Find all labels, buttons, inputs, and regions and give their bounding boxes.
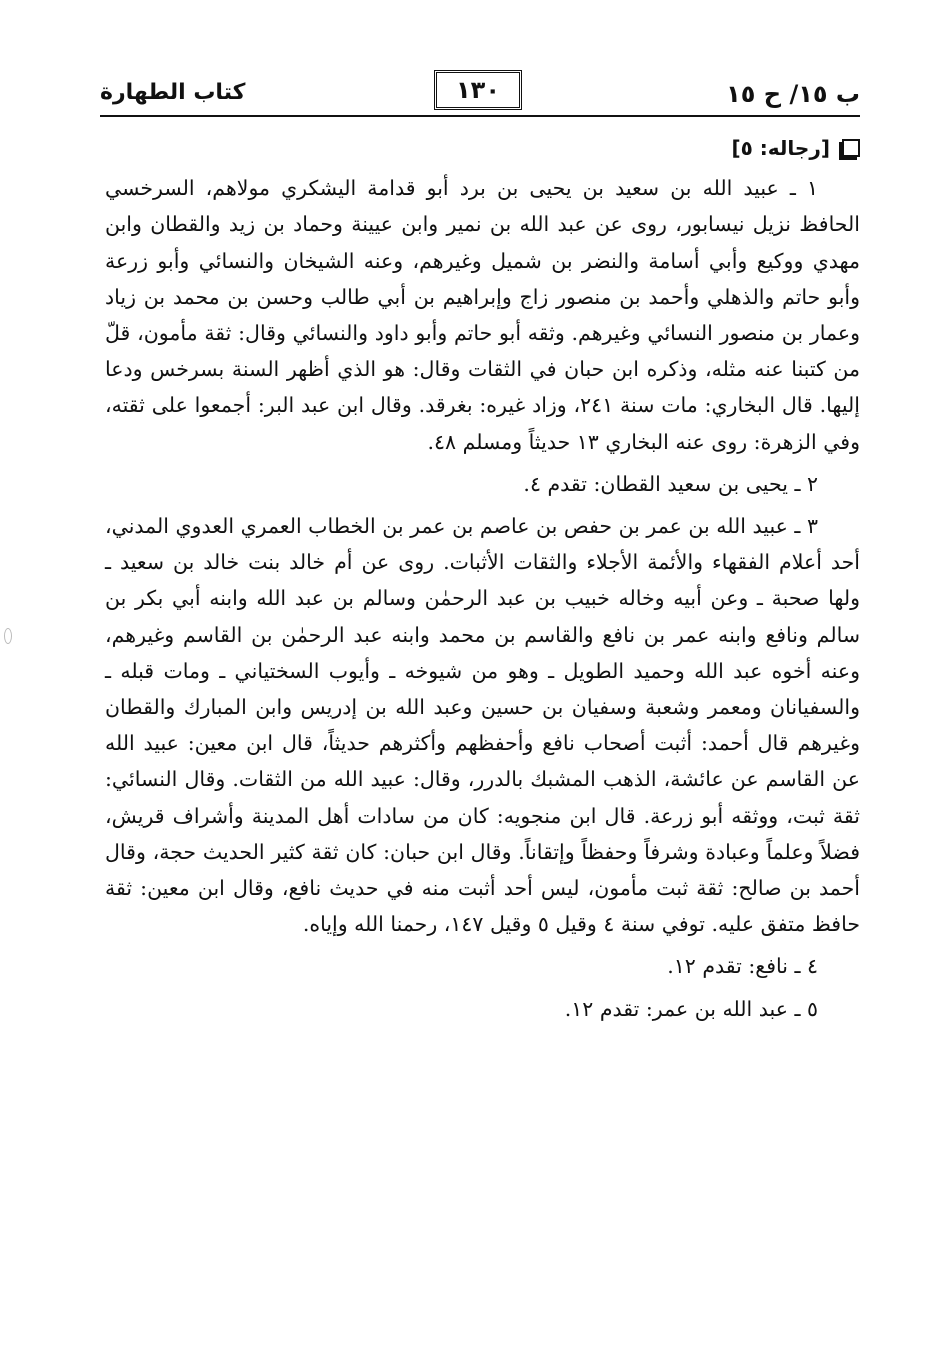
section-title: [رجاله: ٥] (731, 136, 830, 160)
header-divider (100, 115, 860, 117)
page-body (105, 130, 860, 1033)
page-number: ١٣٠ (434, 70, 522, 110)
narrator-entry-4: ٤ ـ نافع: تقدم ١٢. (667, 954, 818, 979)
square-bullet-icon (842, 139, 860, 157)
narrator-entry-3: ٣ ـ عبيد الله بن عمر بن حفص بن عاصم بن عمر بن الخطاب العمري العدوي المدني، أحد أعلام الفقهاء والأئمة الأجلاء والثقات الأثبات. روى عن أم خالد بنت خالد بن سعيد ـ ولها صحبة ـ وعن أبيه وخاله خبيب بن عبد الرحمٰن وسالم بن عبد الله وابنه أبي بكر بن سالم ونافع وابنه عمر بن نافع والقاسم بن محمد وابنه عبد الرحمٰن بن القاسم وغيرهم، وعنه أخوه عبد الله وحميد الطويل ـ وهو من شيوخه ـ وأيوب السختياني ـ ومات قبله ـ والسفيانان ومعمر وشعبة وسفيان بن حسين وعبد الله بن إدريس وابن المبارك والقطان وغيرهم قال أحمد: أثبت أصحاب نافع وأحفظهم وأكثرهم حديثاً، قال ابن معين: عبيد الله عن القاسم عن عائشة، الذهب المشبك بالدرر، وقال: عبيد الله من الثقات. وقال النسائي: ثقة ثبت، ووثقه أبو زرعة. قال ابن منجويه: كان من سادات أهل المدينة وأشراف قريش، فضلاً وعلماً وعبادة وشرفاً وحفظاً وإتقاناً. وقال ابن حبان: كان ثقة كثير الحديث حجة، وقال أحمد بن صالح: ثقة ثبت مأمون، ليس أحد أثبت منه في حديث نافع، وقال ابن معين: ثقة حافظ متفق عليه. توفي سنة ٤ وقيل ٥ وقيل ١٤٧، رحمنا الله وإياه. (105, 514, 860, 937)
section-heading (105, 130, 860, 166)
narrator-entry-5: ٥ ـ عبد الله بن عمر: تقدم ١٢. (564, 996, 818, 1021)
page-header (100, 62, 860, 112)
narrator-entry-1: ١ ـ عبيد الله بن سعيد بن يحيى بن برد أبو قدامة اليشكري مولاهم، السرخسي الحافظ نزيل نيسابور، روى عن عبد الله بن نمير وابن عيينة وحماد بن زيد والقطان وابن مهدي ووكيع وأبي أسامة والنضر بن شميل وغيرهم، وعنه الشيخان والنسائي وأبو زرعة وأبو حاتم والذهلي وأحمد بن منصور زاج وإبراهيم بن أبي طالب وحسن بن محمد بن زياد وعمار بن منصور النسائي وغيرهم. وثقه أبو حاتم وأبو داود والنسائي وقال: ثقة مأمون، قلّ من كتبنا عنه مثله، وذكره ابن حبان في الثقات وقال: هو الذي أظهر السنة بسرخس ودعا إليها. قال البخاري: مات سنة ٢٤١، وزاد غيره: بغرقد. وقال ابن عبد البر: أجمعوا على ثقته، وفي الزهرة: روى عنه البخاري ١٣ حديثاً ومسلم ٤٨. (105, 176, 861, 454)
narrator-entry-2: ٢ ـ يحيى بن سعيد القطان: تقدم ٤. (523, 471, 818, 496)
chapter-reference: ب ١٥/ ح ١٥ (726, 80, 860, 108)
book-title: كتاب الطهارة (100, 80, 246, 105)
margin-mark (4, 628, 12, 644)
